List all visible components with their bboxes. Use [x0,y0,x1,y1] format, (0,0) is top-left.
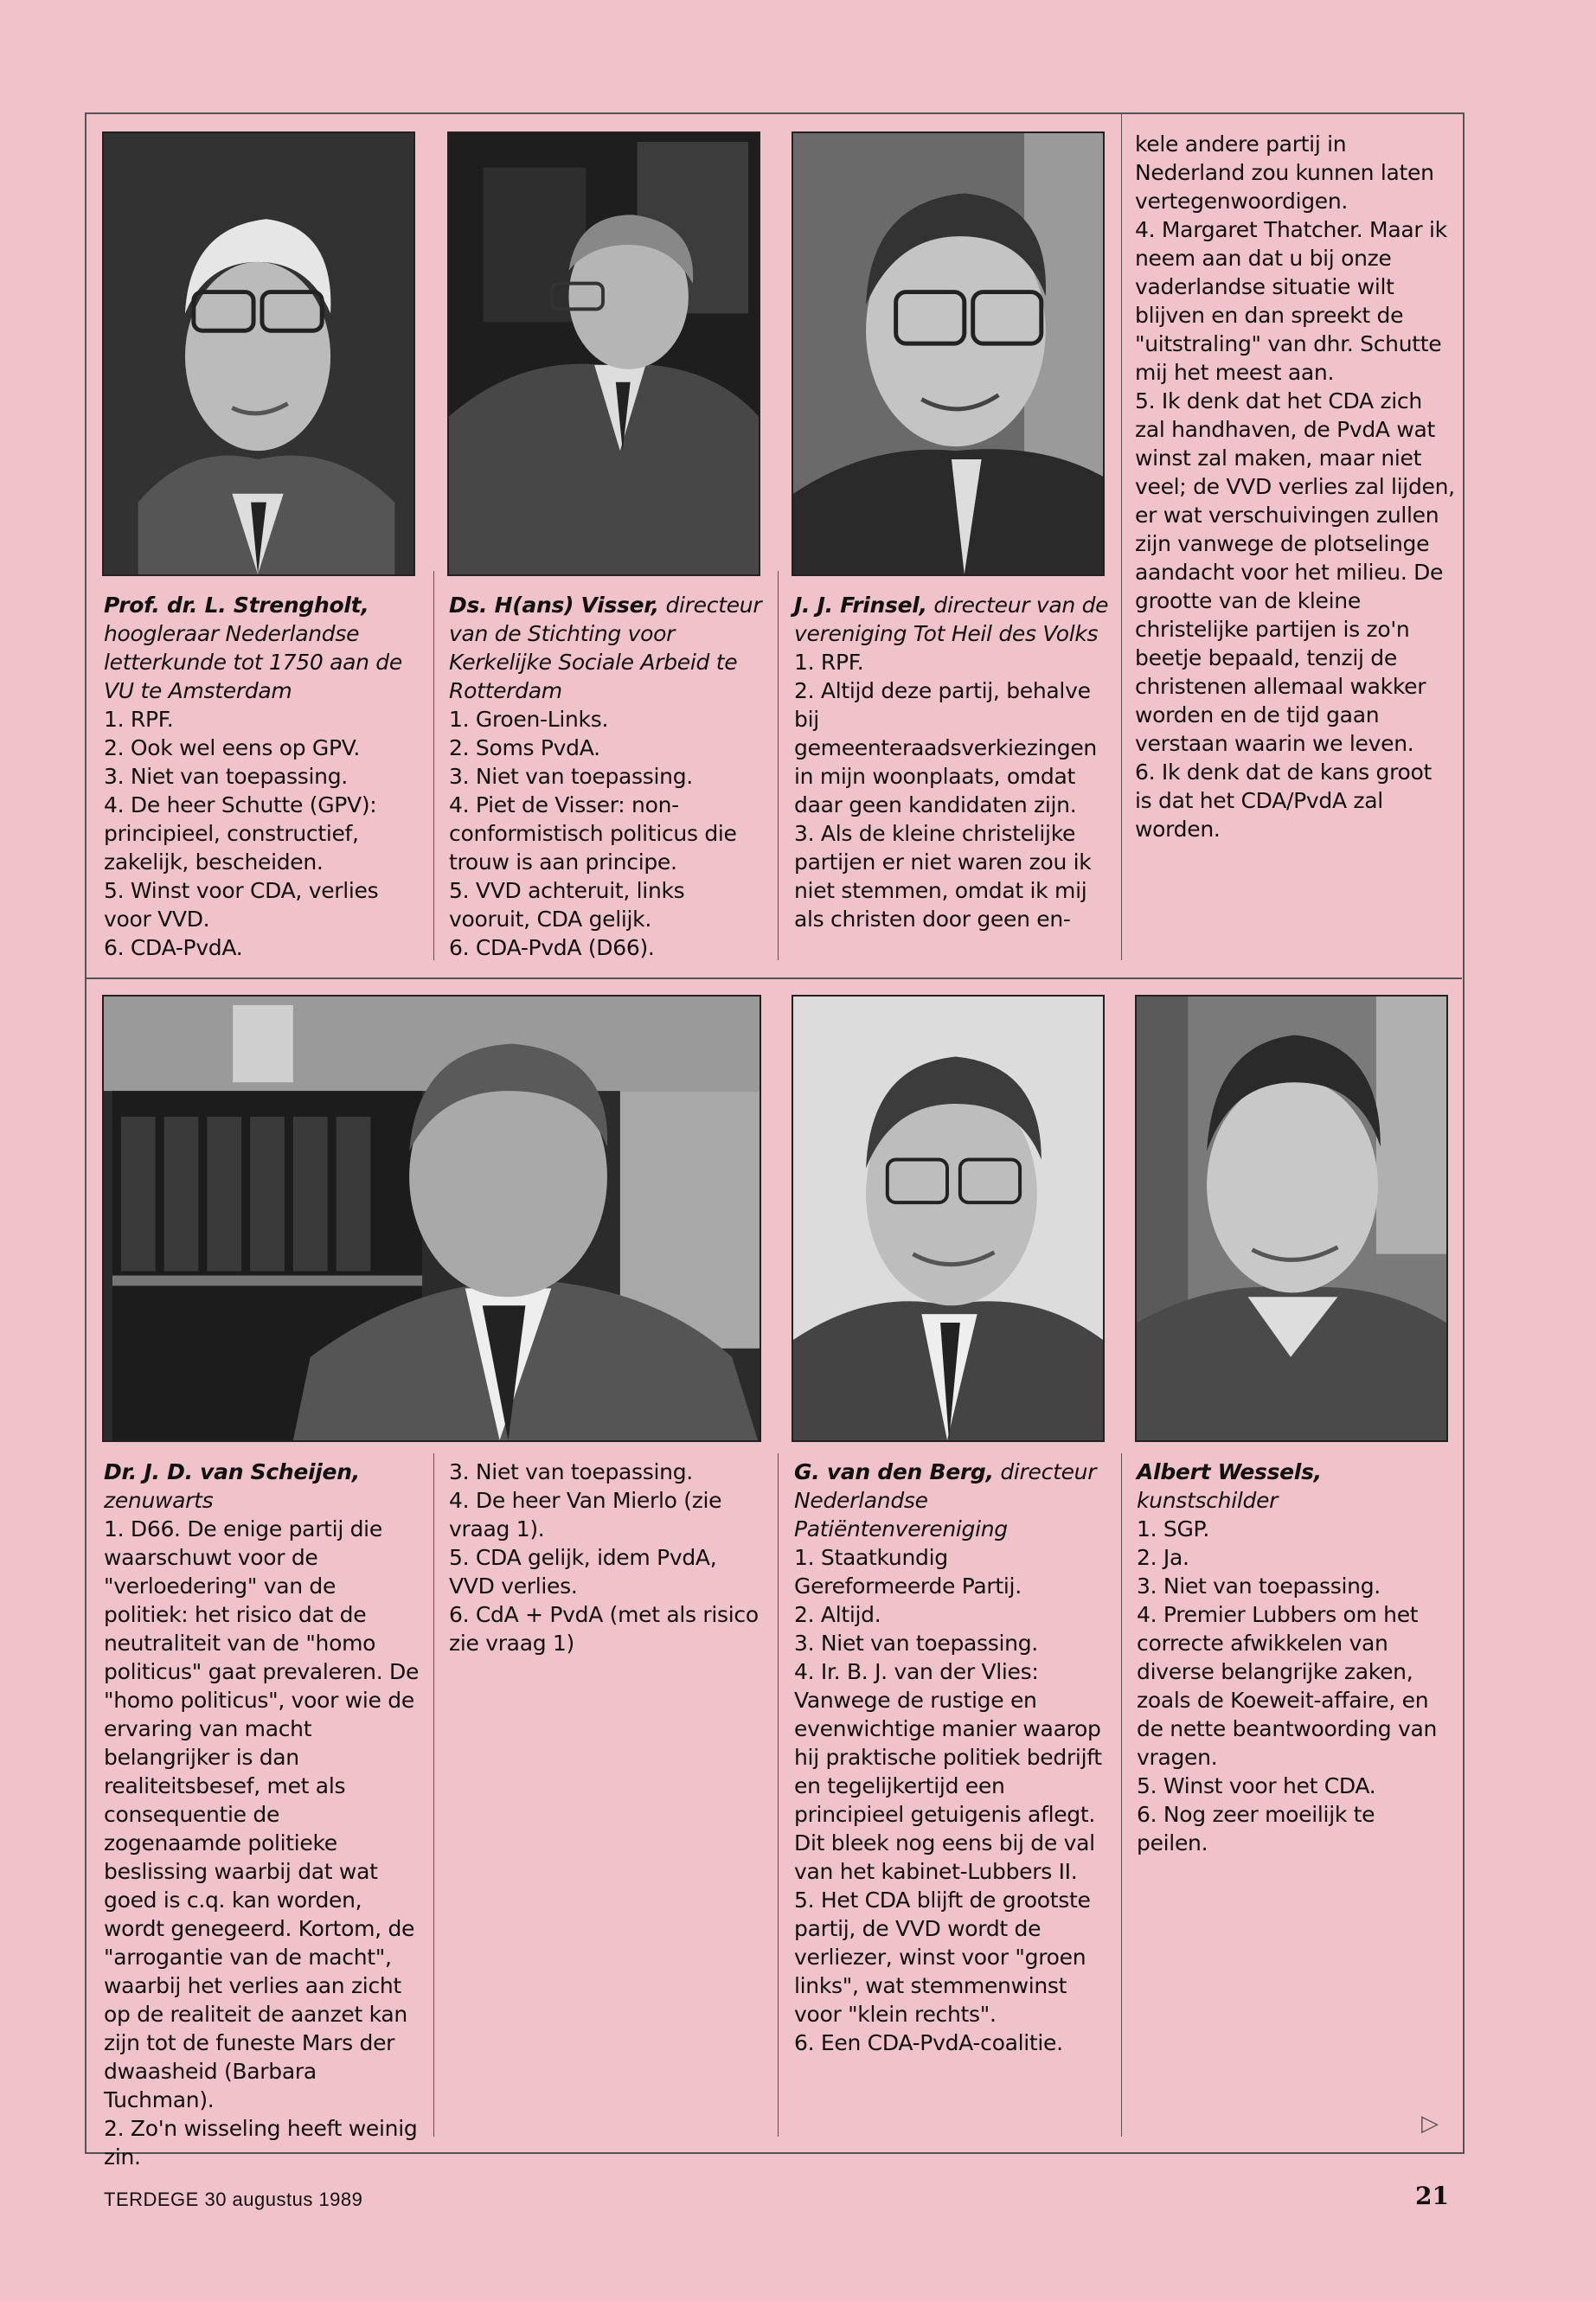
answer-item: 1. SGP. [1137,1516,1210,1541]
answer-item: 2. Ja. [1137,1545,1189,1570]
answer-item: 2. Altijd. [794,1602,881,1627]
portrait-wessels-photo [1135,995,1448,1442]
answer-item: 4. Piet de Visser: non-conformistisch politicus die trouw is aan principe. [449,792,737,875]
answer-item: 5. Winst voor CDA, verlies voor VVD. [104,878,379,932]
column-divider [1121,1453,1122,2137]
answer-item: 4. Ir. B. J. van der Vlies: Vanwege de rustige en evenwichtige manier waarop hij praktische politiek bedrijft en tegelijkertijd een principieel getuigenis aflegt. Dit bleek nog eens bij de val van het kabinet-Lubbers II. [794,1659,1102,1884]
person-role: directeur van de Stichting voor Kerkelijke Sociale Arbeid te Rotterdam [449,593,762,703]
portrait-frinsel-photo [792,131,1105,576]
answer-item: 1. Groen-Links. [449,707,609,732]
answer-item: 5. VVD achteruit, links vooruit, CDA gelijk. [449,878,685,932]
answer-item: 3. Niet van toepassing. [1137,1574,1381,1599]
portrait-van-den-berg-photo [792,995,1105,1442]
portrait-strengholt-photo [102,131,415,576]
answer-item: 4. De heer Schutte (GPV): principieel, constructief, zakelijk, bescheiden. [104,792,377,875]
person-role: zenuwarts [104,1488,214,1513]
column-divider [778,571,779,960]
answer-item: 2. Ook wel eens op GPV. [104,735,360,760]
wessels-caption [1137,1458,1448,1857]
answer-item: 6. CDA-PvdA. [104,935,243,960]
portrait-van-scheijen-photo [102,995,761,1442]
publication-line: TERDEGE 30 augustus 1989 [104,2189,363,2210]
answer-item: 3. Als de kleine christelijke partijen er niet waren zou ik niet stemmen, omdat ik mij als christen door geen en- [794,821,1092,932]
person-name: J. J. Frinsel, [794,593,927,618]
answer-item: 2. Altijd deze partij, behalve bij gemeenteraadsverkiezingen in mijn woonplaats, omdat daar geen kandidaten zijn. [794,678,1097,817]
person-name: Ds. H(ans) Visser, [449,593,659,618]
answer-item: 3. Niet van toepassing. [794,1631,1038,1656]
person-role: directeur Nederlandse Patiëntenvereniging [794,1459,1097,1541]
answer-item: 6. CDA-PvdA (D66). [449,935,655,960]
answer-item: 3. Niet van toepassing. [104,764,348,789]
person-name: Prof. dr. L. Strengholt, [104,593,369,618]
answer-item: 2. Zo'n wisseling heeft weinig zin. [104,2116,418,2170]
person-name: Albert Wessels, [1137,1459,1322,1484]
answer-item: 1. RPF. [104,707,174,732]
answer-item: 1. D66. De enige partij die waarschuwt voor de "verloedering" van de politiek: het risico dat de neutraliteit van de "homo politicus" gaat prevaleren. De "homo politicus", voor wie de ervaring van macht belangrijker is dan realiteitsbesef, met als consequentie de zogenaamde politieke beslissing waarbij dat wat goed is c.q. kan worden, wordt genegeerd. Kortom, de "arrogantie van de macht", waarbij het verlies aan zicht op de realiteit de aanzet kan zijn tot de funeste Mars der dwaasheid (Barbara Tuchman). [104,1516,420,2112]
answer-item: 5. Het CDA blijft de grootste partij, de VVD wordt de verliezer, winst voor "groen links", wat stemmenwinst voor "klein rechts". [794,1888,1091,2027]
answer-item: 1. RPF. [794,650,864,675]
answer-item: 6. Ik denk dat de kans groot is dat het CDA/PvdA zal worden. [1135,760,1433,842]
answer-item: 4. Premier Lubbers om het correcte afwikkelen van diverse belangrijke zaken, zoals de Koeweit-affaire, en de nette beantwoording van vragen. [1137,1602,1438,1770]
column-divider [433,1453,434,2137]
answer-item: 6. Nog zeer moeilijk te peilen. [1137,1802,1375,1856]
van-scheijen-continued [449,1458,765,1657]
answer-item: 3. Niet van toepassing. [449,764,693,789]
van-den-berg-caption [794,1458,1110,2057]
answer-item: 5. Ik denk dat het CDA zich zal handhaven, de PvdA wat winst zal maken, maar niet veel; de VVD verlies zal lijden, er wat verschuivingen zullen zijn vanwege de plotselinge aandacht voor het milieu. De grootte van de kleine christelijke partijen is zo'n beetje bepaald, tenzij de christenen allemaal wakker worden en de tijd gaan verstaan waarin we leven. [1135,388,1455,756]
person-name: Dr. J. D. van Scheijen, [104,1459,360,1484]
answer-item: kele andere partij in Nederland zou kunnen laten vertegenwoordigen. [1135,131,1434,214]
visser-caption [449,591,765,962]
person-role: directeur van de vereniging Tot Heil des Volks [794,593,1109,646]
row-divider [87,977,1462,979]
answer-item: 5. CDA gelijk, idem PvdA, VVD verlies. [449,1545,717,1599]
van-scheijen-caption [104,1458,420,2171]
column-divider [433,571,434,960]
person-role: hoogleraar Nederlandse letterkunde tot 1750 aan de VU te Amsterdam [104,621,402,703]
person-name: G. van den Berg, [794,1459,994,1484]
person-role: kunstschilder [1137,1488,1279,1513]
answer-item: 4. De heer Van Mierlo (zie vraag 1). [449,1488,722,1541]
strengholt-caption [104,591,420,962]
frinsel-continued [1135,130,1455,843]
portrait-visser-photo [447,131,760,576]
answer-item: 5. Winst voor het CDA. [1137,1773,1376,1798]
next-page-arrow-icon: ▷ [1421,2111,1439,2137]
answer-item: 2. Soms PvdA. [449,735,600,760]
page-number: 21 [1415,2182,1449,2210]
answer-item: 6. CdA + PvdA (met als risico zie vraag 1) [449,1602,759,1656]
answer-item: 4. Margaret Thatcher. Maar ik neem aan dat u bij onze vaderlandse situatie wilt blijven en dan spreekt de "uitstraling" van dhr. Schutte mij het meest aan. [1135,217,1447,385]
answer-item: 1. Staatkundig Gereformeerde Partij. [794,1545,1022,1599]
answer-item: 6. Een CDA-PvdA-coalitie. [794,2030,1063,2055]
answer-item: 3. Niet van toepassing. [449,1459,693,1484]
frinsel-caption [794,591,1110,933]
column-divider [1121,112,1122,960]
column-divider [778,1453,779,2137]
